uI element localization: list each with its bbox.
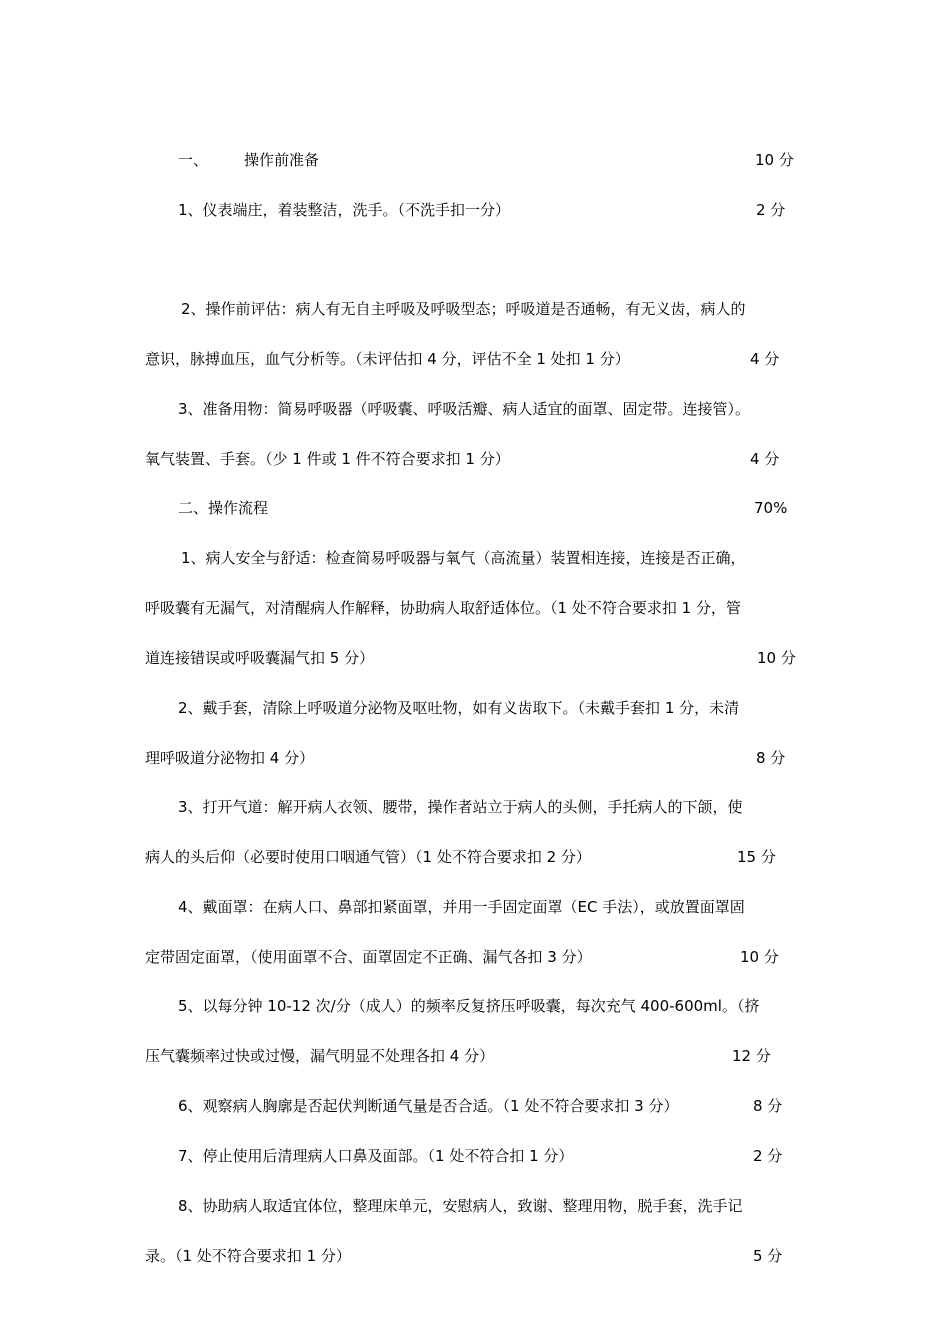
- section-1-title: 操作前准备: [244, 151, 320, 169]
- item-2-3-line-2: 病人的头后仰（必要时使用口咽通气管）（1 处不符合要求扣 2 分）: [145, 848, 591, 866]
- item-2-4-line-2: 定带固定面罩，（使用面罩不合、面罩固定不正确、漏气各扣 3 分）: [145, 948, 592, 966]
- item-2-6-line-1: 6、观察病人胸廓是否起伏判断通气量是否合适。（1 处不符合要求扣 3 分）: [178, 1097, 679, 1115]
- section-1-score: 10 分: [755, 151, 794, 169]
- item-2-3-score: 15 分: [737, 848, 776, 866]
- item-1-2-line-1: 2、操作前评估：病人有无自主呼吸及呼吸型态；呼吸道是否通畅，有无义齿，病人的: [181, 300, 746, 318]
- item-1-3-score: 4 分: [750, 450, 780, 468]
- item-2-7-score: 2 分: [753, 1147, 783, 1165]
- item-1-2-line-2: 意识，脉搏血压，血气分析等。（未评估扣 4 分，评估不全 1 处扣 1 分）: [145, 350, 630, 368]
- item-2-2-score: 8 分: [756, 749, 786, 767]
- item-2-2-line-2: 理呼吸道分泌物扣 4 分）: [145, 749, 315, 767]
- item-2-4-line-1: 4、戴面罩：在病人口、鼻部扣紧面罩，并用一手固定面罩（EC 手法），或放置面罩固: [178, 898, 745, 916]
- item-2-6-score: 8 分: [753, 1097, 783, 1115]
- item-2-3-line-1: 3、打开气道：解开病人衣领、腰带，操作者站立于病人的头侧，手托病人的下颌，使: [178, 798, 743, 816]
- item-2-5-line-2: 压气囊频率过快或过慢，漏气明显不处理各扣 4 分）: [145, 1047, 495, 1065]
- item-2-8-score: 5 分: [753, 1247, 783, 1265]
- item-1-1-line-1: 1、仪表端庄，着装整洁，洗手。（不洗手扣一分）: [178, 201, 511, 219]
- item-2-1-line-3: 道连接错误或呼吸囊漏气扣 5 分）: [145, 649, 375, 667]
- item-2-2-line-1: 2、戴手套，清除上呼吸道分泌物及呕吐物，如有义齿取下。（未戴手套扣 1 分，未清: [178, 699, 740, 717]
- item-2-4-score: 10 分: [740, 948, 779, 966]
- item-2-1-score: 10 分: [757, 649, 796, 667]
- item-2-5-line-1: 5、以每分钟 10-12 次/分（成人）的频率反复挤压呼吸囊，每次充气 400-600ml。（挤: [178, 997, 760, 1015]
- item-2-8-line-1: 8、协助病人取适宜体位，整理床单元，安慰病人，致谢、整理用物，脱手套，洗手记: [178, 1197, 743, 1215]
- item-2-1-line-1: 1、病人安全与舒适：检查简易呼吸器与氧气（高流量）装置相连接，连接是否正确，: [181, 549, 746, 567]
- item-2-1-line-2: 呼吸囊有无漏气，对清醒病人作解释，协助病人取舒适体位。（1 处不符合要求扣 1 分，管: [145, 599, 741, 617]
- item-2-5-score: 12 分: [732, 1047, 771, 1065]
- section-2-title: 二、操作流程: [178, 499, 269, 517]
- item-2-7-line-1: 7、停止使用后清理病人口鼻及面部。（1 处不符合扣 1 分）: [178, 1147, 574, 1165]
- item-1-1-score: 2 分: [756, 201, 786, 219]
- item-1-2-score: 4 分: [750, 350, 780, 368]
- section-1-number: 一、: [178, 151, 209, 169]
- item-1-3-line-2: 氧气装置、手套。（少 1 件或 1 件不符合要求扣 1 分）: [145, 450, 510, 468]
- item-1-3-line-1: 3、准备用物：简易呼吸器（呼吸囊、呼吸活瓣、病人适宜的面罩、固定带。连接管）。: [178, 400, 751, 418]
- section-2-score: 70%: [754, 499, 788, 517]
- item-2-8-line-2: 录。（1 处不符合要求扣 1 分）: [145, 1247, 351, 1265]
